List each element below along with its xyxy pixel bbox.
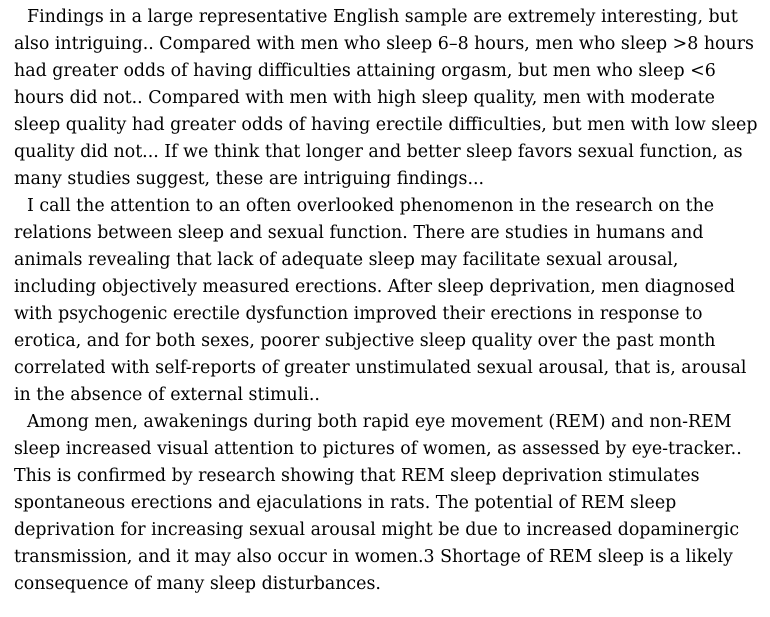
paragraph-rem-sleep: Among men, awakenings during both rapid eye movement (REM) and non-REM sleep increased visual attention to pictures of women, as assessed by eye-tracker.. This is confirmed by research showing that REM sleep deprivation stimulates spontaneous erections and ejaculations in rats. The potential of REM sleep deprivation for increasing sexual arousal might be due to increased dopaminergic transmission, and it may also occur in women.3 Shortage of REM sleep is a likely consequence of many sleep disturbances. xyxy=(14,412,742,594)
paragraph-findings: Findings in a large representative English sample are extremely interesting, but also intriguing.. Compared with men who sleep 6–8 hours, men who sleep >8 hours had greater odds of having difficulties attaining orgasm, but men who sleep <6 hours did not.. Compared with men with high sleep quality, men with moderate sleep quality had greater odds of having erectile difficulties, but men with low sleep quality did not... If we think that longer and better sleep favors sexual function, as many studies suggest, these are intriguing findings... xyxy=(14,7,758,189)
paragraph-overlooked-phenomenon: I call the attention to an often overlooked phenomenon in the research on the relations between sleep and sexual function. There are studies in humans and animals revealing that lack of adequate sleep may facilitate sexual arousal, including objectively measured erections. After sleep deprivation, men diagnosed with psychogenic erectile dysfunction improved their erections in response to erotica, and for both sexes, poorer subjective sleep quality over the past month correlated with self-reports of greater unstimulated sexual arousal, that is, arousal in the absence of external stimuli.. xyxy=(14,196,747,405)
